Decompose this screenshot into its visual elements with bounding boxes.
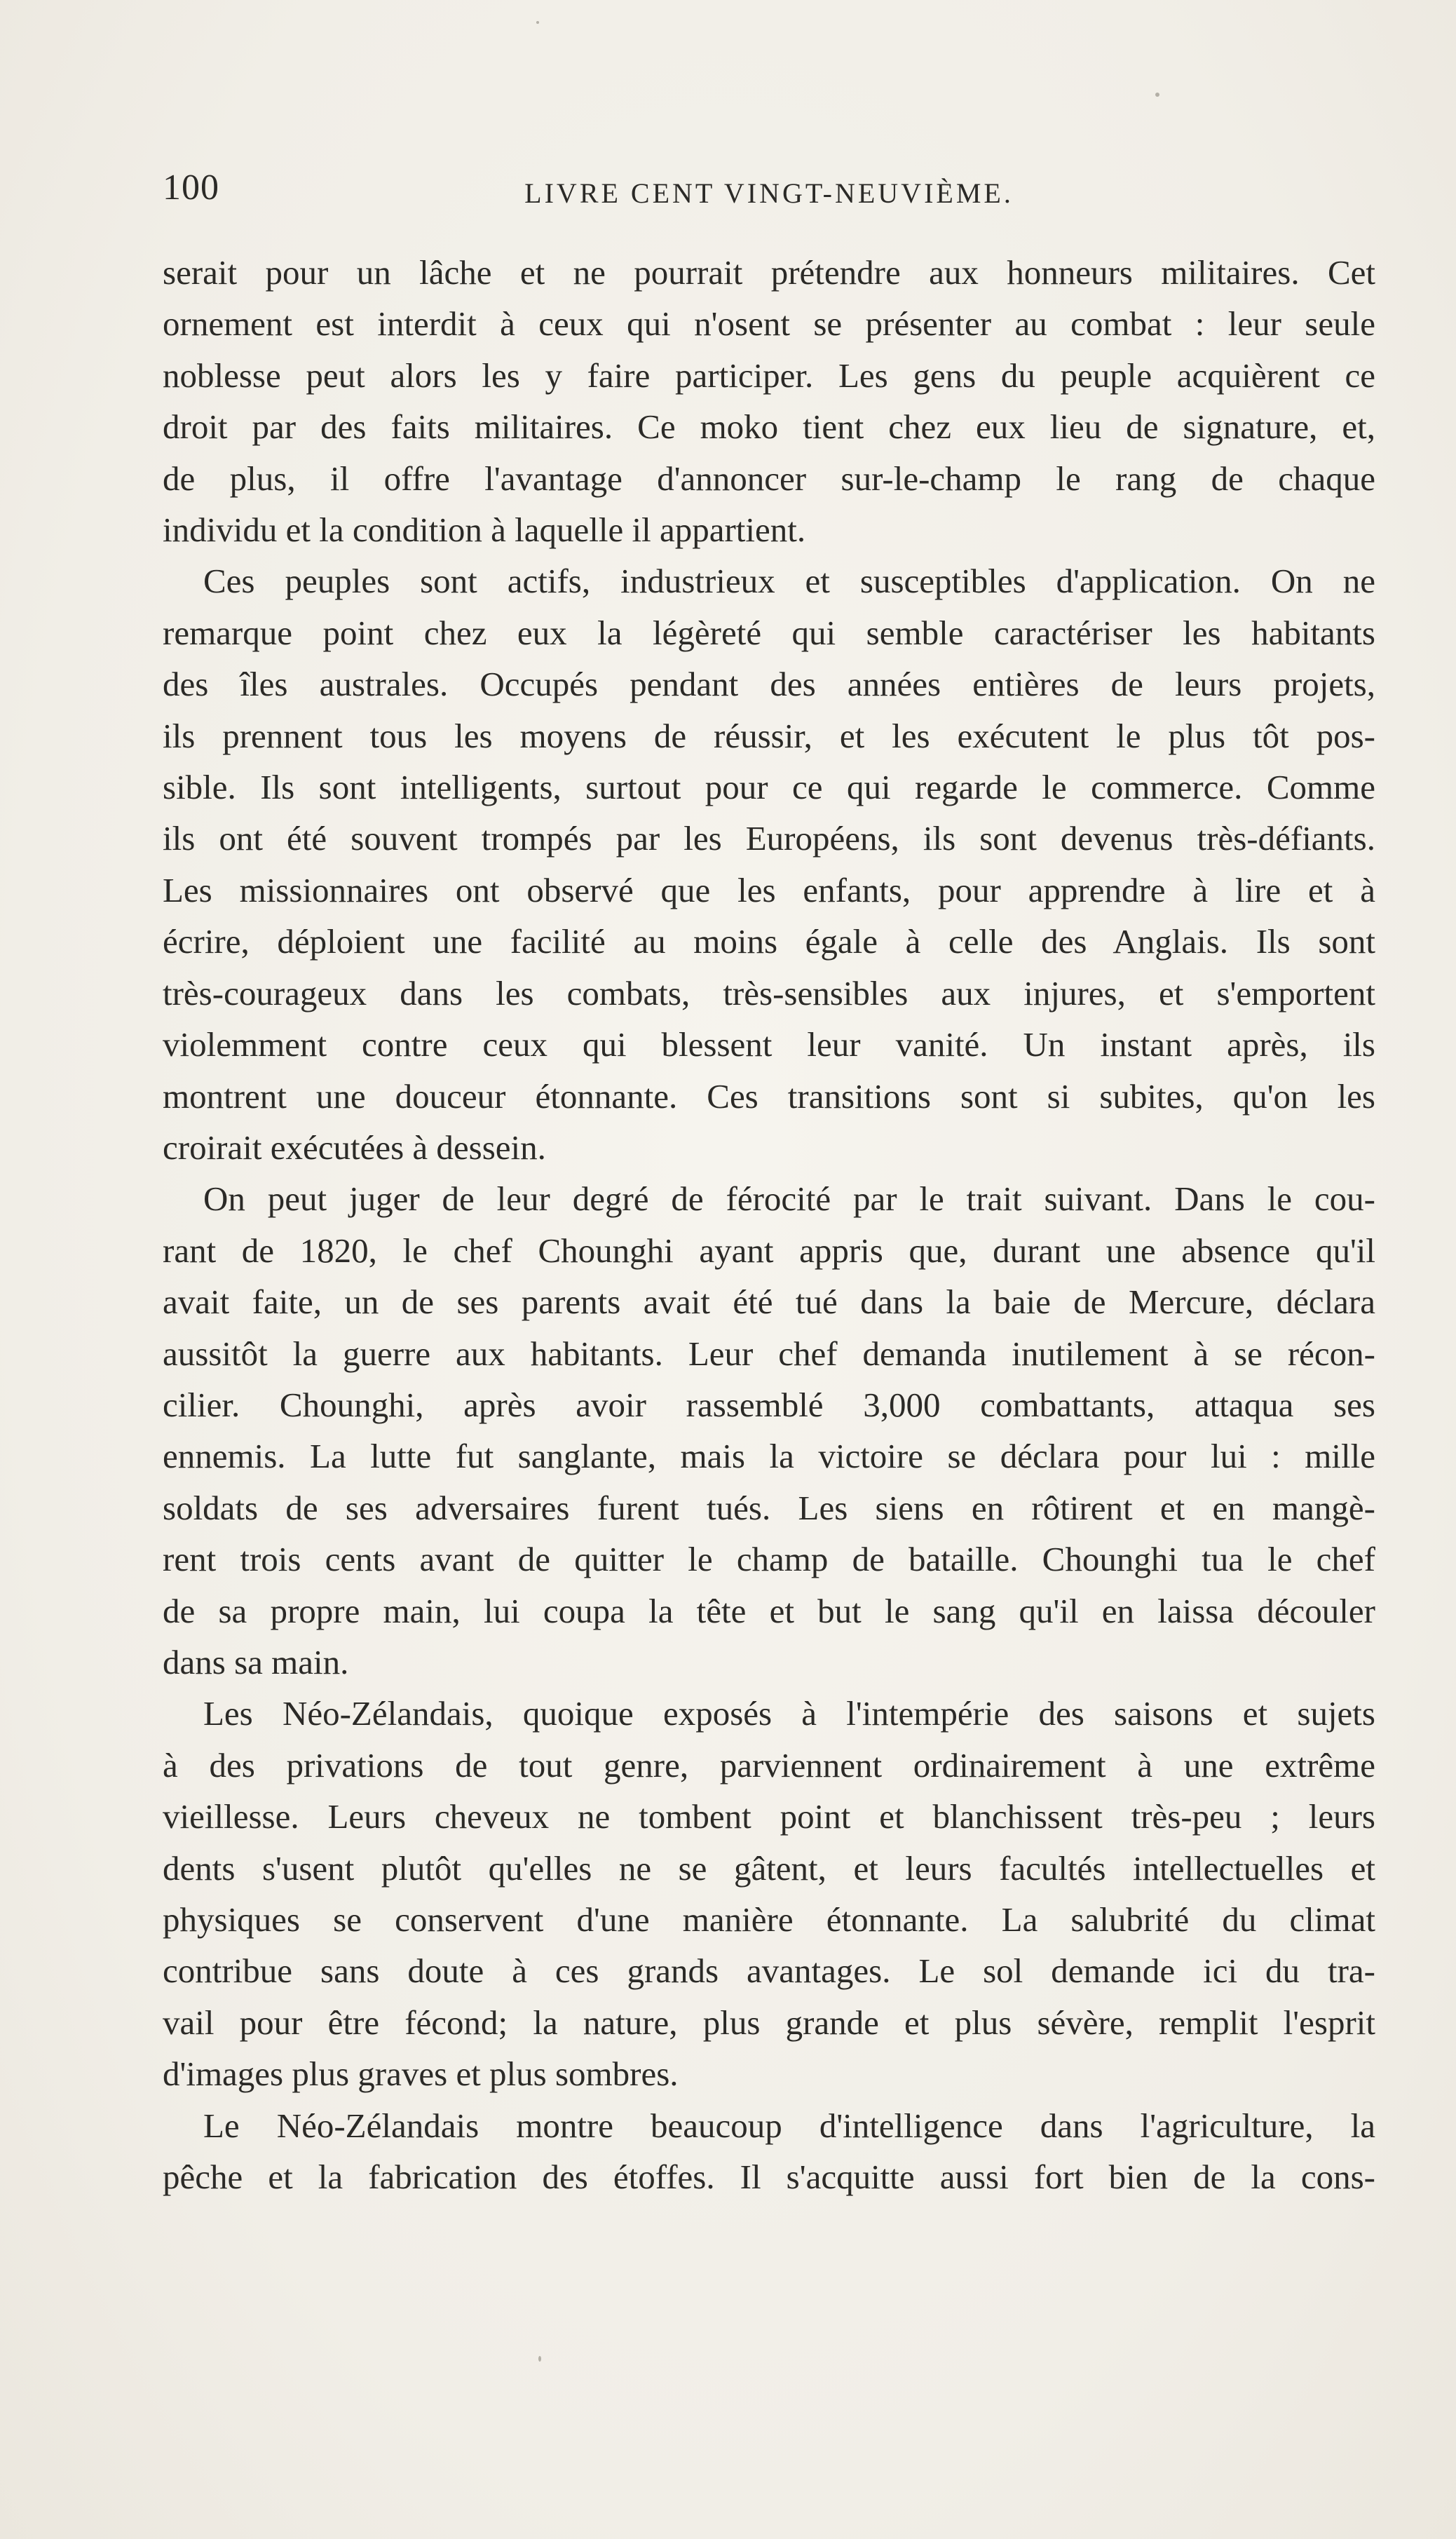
text-line: droit par des faits militaires. Ce moko tient chez eux lieu de signature, et, — [163, 407, 1375, 447]
text-line: cilier. Chounghi, après avoir rassemblé 3,000 combattants, attaqua ses — [163, 1385, 1375, 1424]
text-line: physiques se conservent d'une manière étonnante. La salubrité du climat — [163, 1900, 1375, 1939]
text-line: ornement est interdit à ceux qui n'osent se présenter au combat : leur seule — [163, 304, 1375, 344]
text-line: dans sa main. — [163, 1642, 349, 1681]
text-line: dents s'usent plutôt qu'elles ne se gâtent, et leurs facultés intellectuelles et — [163, 1848, 1375, 1888]
text-line: remarque point chez eux la légèreté qui semble caractériser les habitants — [163, 613, 1375, 652]
text-line: On peut juger de leur degré de férocité par le trait suivant. Dans le cou- — [203, 1179, 1375, 1219]
text-line: montrent une douceur étonnante. Ces transitions sont si subites, qu'on les — [163, 1076, 1375, 1116]
text-line: ennemis. La lutte fut sanglante, mais la victoire se déclara pour lui : mille — [163, 1437, 1375, 1476]
text-line: écrire, déploient une facilité au moins égale à celle des Anglais. Ils sont — [163, 922, 1375, 961]
text-line: contribue sans doute à ces grands avantages. Le sol demande ici du tra- — [163, 1951, 1375, 1991]
paragraph — [163, 555, 1375, 1173]
paper-speck — [538, 2356, 541, 2362]
text-line: de sa propre main, lui coupa la tête et but le sang qu'il en laissa découler — [163, 1591, 1375, 1630]
paper-speck — [536, 21, 539, 24]
paper-speck — [1155, 93, 1159, 97]
text-line: vail pour être fécond; la nature, plus grande et plus sévère, remplit l'esprit — [163, 2003, 1375, 2042]
paragraph — [163, 2100, 1375, 2203]
text-line: Ces peuples sont actifs, industrieux et susceptibles d'application. On ne — [203, 562, 1375, 601]
paragraph — [163, 1688, 1375, 2099]
page-number: 100 — [163, 168, 219, 208]
text-line: Les missionnaires ont observé que les enfants, pour apprendre à lire et à — [163, 870, 1375, 909]
text-line: rant de 1820, le chef Chounghi ayant appris que, durant une absence qu'il — [163, 1231, 1375, 1270]
text-line: soldats de ses adversaires furent tués. Les siens en rôtirent et en mangè- — [163, 1488, 1375, 1527]
text-line: Les Néo-Zélandais, quoique exposés à l'intempérie des saisons et sujets — [203, 1694, 1375, 1733]
text-line: sible. Ils sont intelligents, surtout pour ce qui regarde le commerce. Comme — [163, 768, 1375, 807]
text-line: pêche et la fabrication des étoffes. Il s'acquitte aussi fort bien de la cons- — [163, 2158, 1375, 2197]
text-line: de plus, il offre l'avantage d'annoncer sur-le-champ le rang de chaque — [163, 459, 1375, 498]
text-line: d'images plus graves et plus sombres. — [163, 2054, 679, 2094]
text-line: des îles australes. Occupés pendant des années entières de leurs projets, — [163, 665, 1375, 704]
page-header — [163, 167, 1375, 216]
text-line: ils ont été souvent trompés par les Européens, ils sont devenus très-défiants. — [163, 819, 1375, 858]
paragraph — [163, 247, 1375, 555]
running-title: LIVRE CENT VINGT-NEUVIÈME. — [524, 177, 1014, 209]
text-line: serait pour un lâche et ne pourrait prétendre aux honneurs militaires. Cet — [163, 253, 1375, 292]
text-line: très-courageux dans les combats, très-sensibles aux injures, et s'emportent — [163, 973, 1375, 1013]
body-text — [163, 247, 1375, 2202]
paragraph — [163, 1173, 1375, 1688]
text-line: aussitôt la guerre aux habitants. Leur chef demanda inutilement à se récon- — [163, 1334, 1375, 1373]
text-line: avait faite, un de ses parents avait été tué dans la baie de Mercure, déclara — [163, 1282, 1375, 1322]
text-line: rent trois cents avant de quitter le champ de bataille. Chounghi tua le chef — [163, 1540, 1375, 1579]
text-line: Le Néo-Zélandais montre beaucoup d'intelligence dans l'agriculture, la — [203, 2106, 1375, 2145]
text-line: ils prennent tous les moyens de réussir, et les exécutent le plus tôt pos- — [163, 716, 1375, 755]
text-line: vieillesse. Leurs cheveux ne tombent point et blanchissent très-peu ; leurs — [163, 1797, 1375, 1836]
text-line: croirait exécutées à dessein. — [163, 1128, 546, 1167]
text-line: individu et la condition à laquelle il appartient. — [163, 510, 806, 550]
text-line: noblesse peut alors les y faire participer. Les gens du peuple acquièrent ce — [163, 356, 1375, 395]
text-line: violemment contre ceux qui blessent leur vanité. Un instant après, ils — [163, 1025, 1375, 1064]
text-line: à des privations de tout genre, parviennent ordinairement à une extrême — [163, 1745, 1375, 1785]
